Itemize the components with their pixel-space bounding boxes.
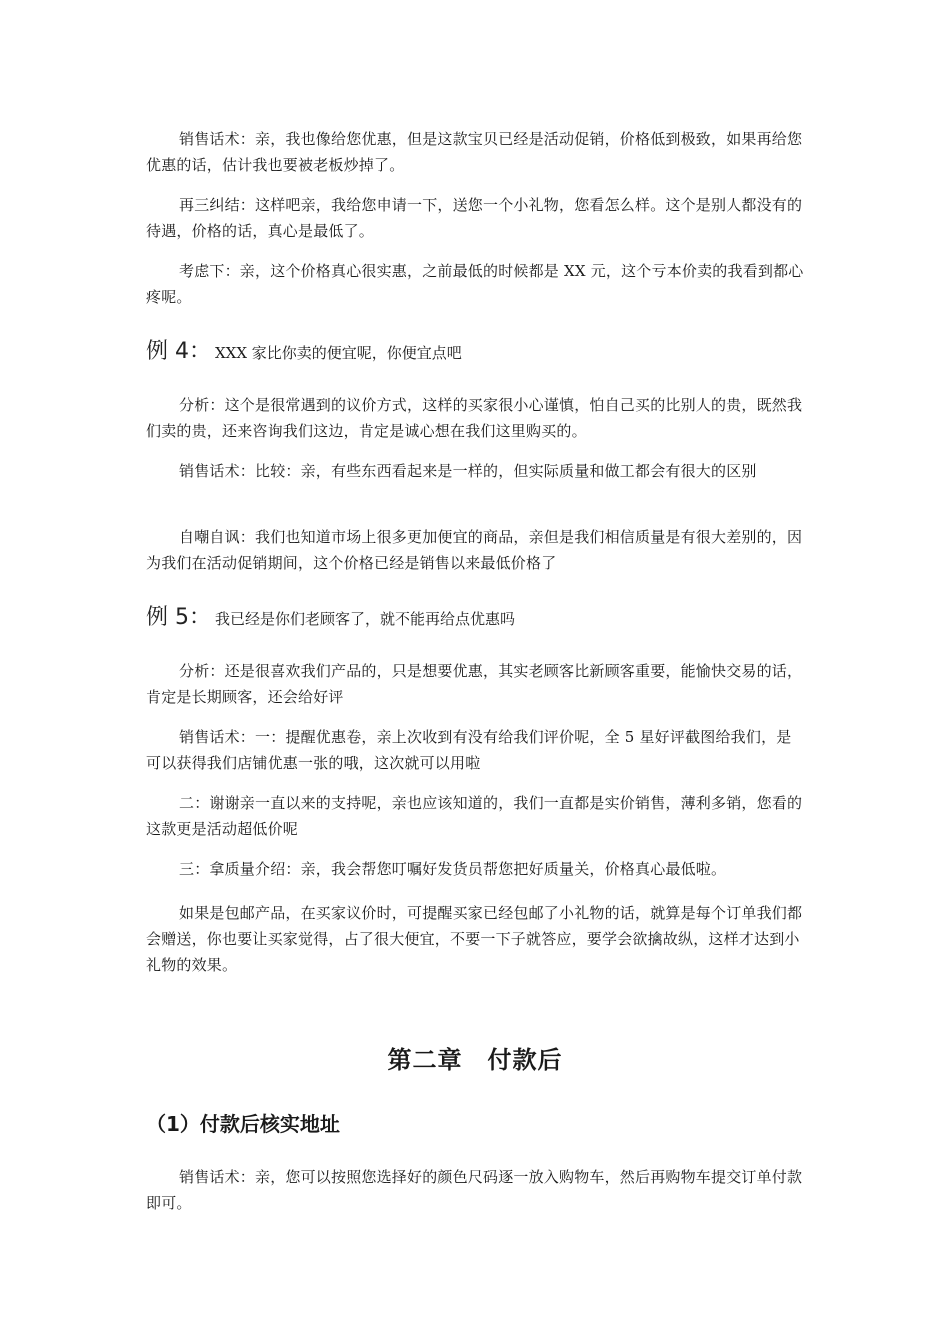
example-5-question: 我已经是你们老顾客了，就不能再给点优惠吗 [215, 610, 516, 628]
example-5-label: 例 5： [146, 605, 211, 630]
example-5-heading [146, 600, 515, 631]
paragraph-sales-script-coupon: 销售话术：一：提醒优惠卷，亲上次收到有没有给我们评价呢，全 5 星好评截图给我们，是可以获得我们店铺优惠一张的哦，这次就可以用啦 [146, 728, 792, 772]
paragraph-sales-script-checkout: 销售话术：亲，您可以按照您选择好的颜色尺码逐一放入购物车，然后再购物车提交订单付款即可。 [146, 1168, 803, 1212]
example-4-heading [146, 334, 462, 365]
chapter-title: 第二章 付款后 [387, 1045, 563, 1074]
paragraph-free-shipping-gift: 如果是包邮产品，在买家议价时，可提醒买家已经包邮了小礼物的话，就算是每个订单我们都会赠送，你也要让买家觉得，占了很大便宜，不要一下子就答应，要学会欲擒故纵，这样才达到小礼物的效果。 [146, 904, 803, 974]
example-4-question: XXX 家比你卖的便宜呢，你便宜点吧 [215, 344, 462, 362]
paragraph-self-deprecation: 自嘲自讽：我们也知道市场上很多更加便宜的商品，亲但是我们相信质量是有很大差别的，因为我们在活动促销期间，这个价格已经是销售以来最低价格了 [146, 528, 803, 572]
paragraph-sales-script-discount: 销售话术：亲，我也像给您优惠，但是这款宝贝已经是活动促销，价格低到极致，如果再给您优惠的话，估计我也要被老板炒掉了。 [146, 130, 803, 174]
paragraph-quality-intro: 三：拿质量介绍：亲，我会帮您叮嘱好发货员帮您把好质量关，价格真心最低啦。 [179, 860, 727, 878]
paragraph-thanks-support: 二：谢谢亲一直以来的支持呢，亲也应该知道的，我们一直都是实价销售，薄利多销，您看的这款更是活动超低价呢 [146, 794, 803, 838]
section-heading: （1）付款后核实地址 [146, 1112, 340, 1136]
paragraph-analysis-1: 分析：这个是很常遇到的议价方式，这样的买家很小心谨慎，怕自己买的比别人的贵，既然我们卖的贵，还来咨询我们这边，肯定是诚心想在我们这里购买的。 [146, 396, 803, 440]
paragraph-consider-price: 考虑下：亲，这个价格真心很实惠，之前最低的时候都是 XX 元，这个亏本价卖的我看到都心疼呢。 [146, 262, 804, 306]
paragraph-hesitation-gift: 再三纠结：这样吧亲，我给您申请一下，送您一个小礼物，您看怎么样。这个是别人都没有的待遇，价格的话，真心是最低了。 [146, 196, 803, 240]
paragraph-sales-script-compare: 销售话术：比较：亲，有些东西看起来是一样的，但实际质量和做工都会有很大的区别 [179, 462, 757, 480]
example-4-label: 例 4： [146, 339, 211, 364]
paragraph-analysis-2: 分析：还是很喜欢我们产品的，只是想要优惠，其实老顾客比新顾客重要，能愉快交易的话，肯定是长期顾客，还会给好评 [146, 662, 803, 706]
